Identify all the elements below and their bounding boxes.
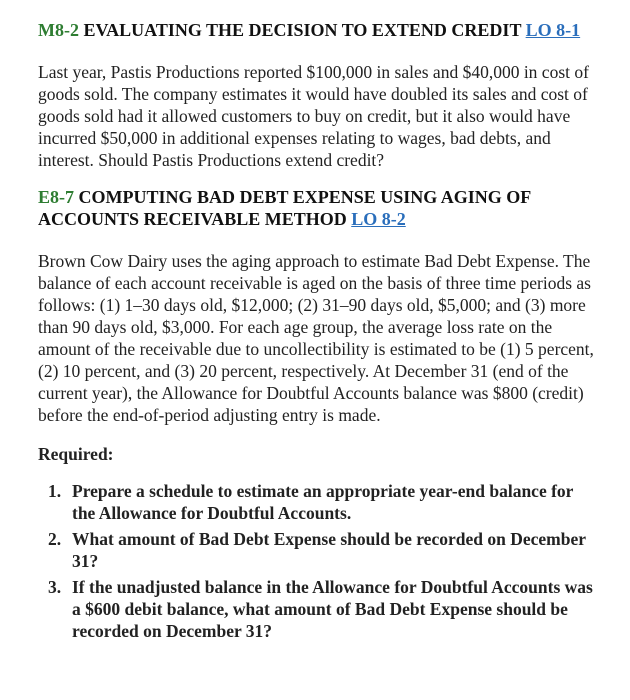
m8-2-body: Last year, Pastis Productions reported $100,000 in sales and $40,000 in cost of goods sold. The company estimates it would have doubled its sales and cost of goods sold had it allowed customers to buy on credit, but it also would have incurred $50,000 in additional expenses relating to wages, bad debts, and interest. Should Pastis Productions extend credit? [38, 62, 589, 170]
questions-list [38, 480, 600, 642]
e8-7-lo-link[interactable]: LO 8-2 [351, 209, 406, 229]
question-item [48, 480, 600, 524]
m8-2-code: M8-2 [38, 20, 79, 40]
e8-7-title: COMPUTING BAD DEBT EXPENSE USING AGING OF ACCOUNTS RECEIVABLE METHOD [38, 187, 531, 229]
question-text: If the unadjusted balance in the Allowance for Doubtful Accounts was a $600 debit balance, what amount of Bad Debt Expense should be recorded on December 31? [72, 577, 593, 641]
e8-7-code: E8-7 [38, 187, 74, 207]
question-number: 2. [48, 529, 62, 549]
question-text: What amount of Bad Debt Expense should be recorded on December 31? [72, 529, 586, 571]
e8-7-body: Brown Cow Dairy uses the aging approach to estimate Bad Debt Expense. The balance of each account receivable is aged on the basis of three time periods as follows: (1) 1–30 days old, $12,000; (2) 31–90 days old, $5,000; and (3) more than 90 days old, $3,000. For each age group, the average loss rate on the amount of the receivable due to uncollectibility is estimated to be (1) 5 percent, (2) 10 percent, and (3) 20 percent, respectively. At December 31 (end of the current year), the Allowance for Doubtful Accounts balance was $800 (credit) before the end-of-period adjusting entry is made. [38, 251, 594, 425]
question-text: Prepare a schedule to estimate an appropriate year-end balance for the Allowance for Doubtful Accounts. [72, 481, 574, 523]
m8-2-heading [38, 19, 600, 41]
m8-2-title: EVALUATING THE DECISION TO EXTEND CREDIT [83, 20, 522, 40]
question-number: 1. [48, 481, 62, 501]
e8-7-heading [38, 186, 600, 230]
question-number: 3. [48, 577, 62, 597]
m8-2-lo-link[interactable]: LO 8-1 [525, 20, 581, 40]
required-label: Required: [38, 444, 114, 464]
question-item [48, 528, 600, 572]
question-item [48, 576, 600, 642]
